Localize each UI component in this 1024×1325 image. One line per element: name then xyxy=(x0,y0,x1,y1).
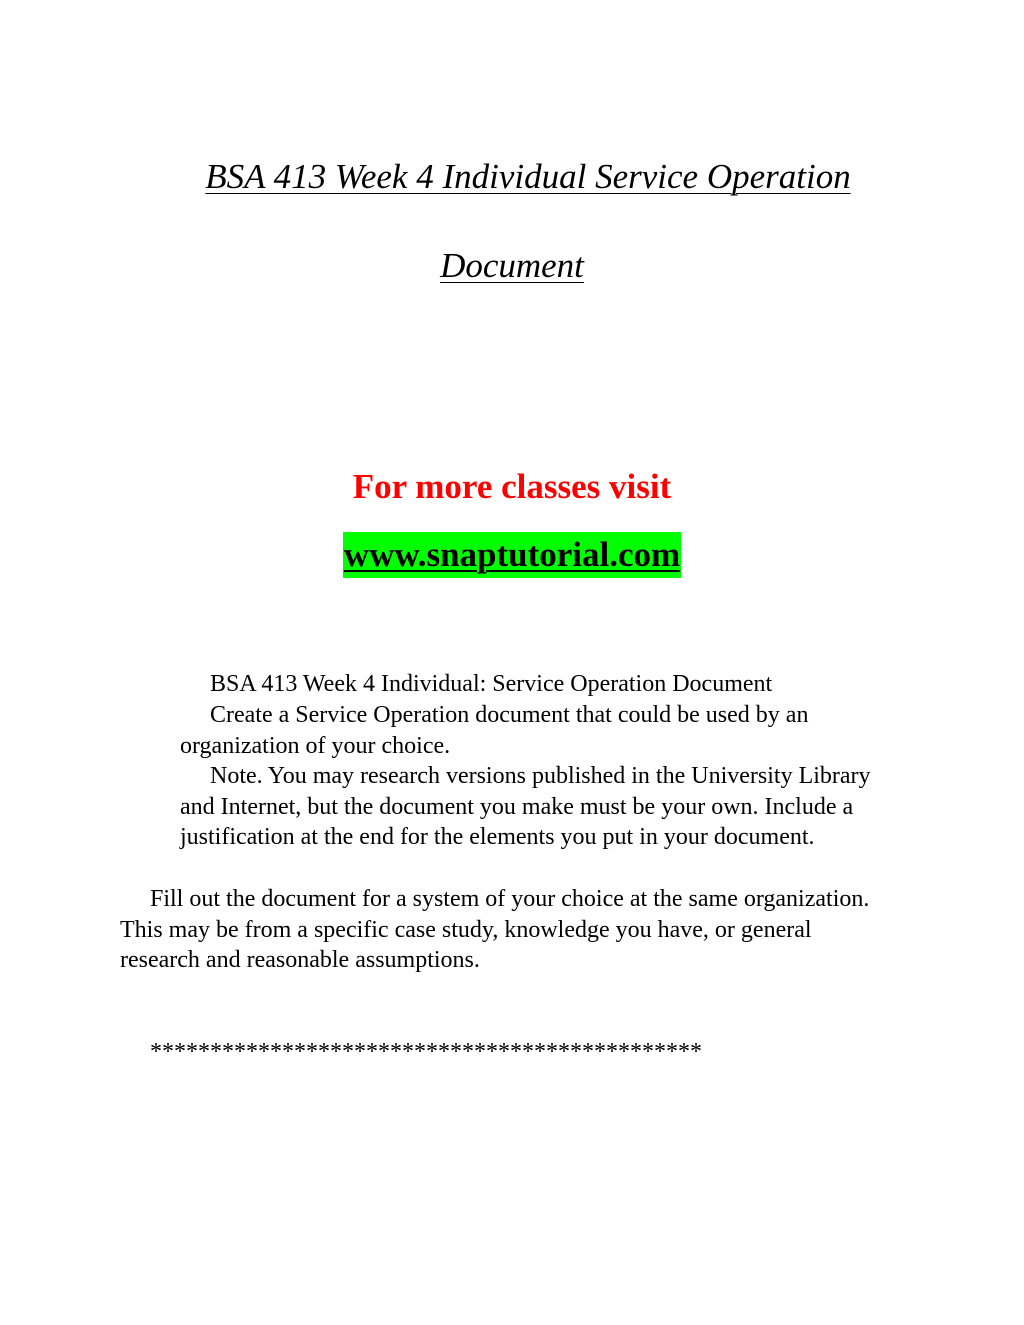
document-title-line-2: Document xyxy=(440,246,584,285)
paragraph-heading: BSA 413 Week 4 Individual: Service Operation Document xyxy=(210,671,773,697)
paragraph-instructions: Create a Service Operation document that could be used by an organization of your choice. xyxy=(180,702,809,759)
paragraph-fill-out: Fill out the document for a system of your choice at the same organization. This may be from a specific case study, knowledge you have, or general research and reasonable assumptions. xyxy=(120,886,870,973)
promo-link-container xyxy=(0,532,1024,578)
separator-stars: ********************************************** xyxy=(150,1039,702,1065)
paragraph-note: Note. You may research versions published in the University Library and Internet, but the document you make must be your own. Include a justification at the end for the elements you put in your document. xyxy=(180,763,871,850)
promo-link[interactable]: www.snaptutorial.com xyxy=(343,532,681,578)
promo-text: For more classes visit xyxy=(352,467,672,506)
document-title-line-1: BSA 413 Week 4 Individual Service Operation xyxy=(205,157,851,196)
